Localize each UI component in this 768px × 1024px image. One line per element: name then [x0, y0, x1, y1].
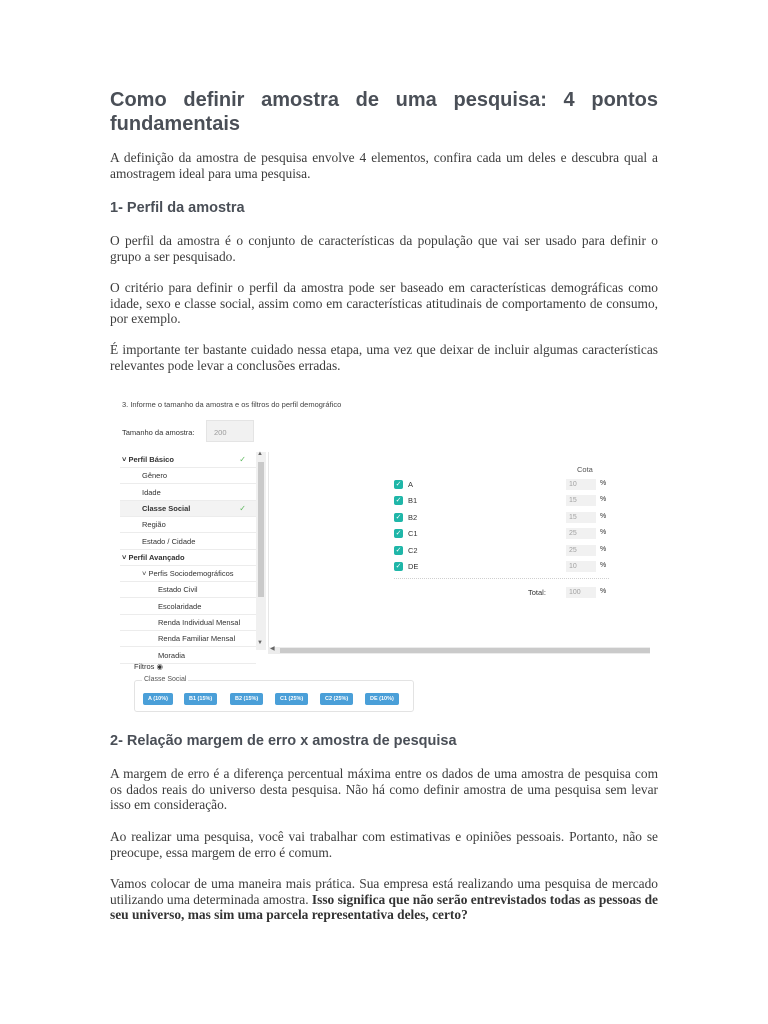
tree-item[interactable] [120, 485, 256, 501]
scroll-down-arrow-icon[interactable]: ▼ [257, 640, 263, 646]
tree-item-label: ˅ Perfil Básico [122, 455, 174, 464]
section-2-paragraph-1: A margem de erro é a diferença percentual máxima entre os dados de uma amostra de pesquisa com os dados reais do universo desta pesquisa. Não há como definir amostra de uma pesquisa sem levar isso em consideração. [110, 766, 658, 813]
horizontal-scroll-thumb[interactable] [280, 648, 650, 653]
tree-item-label: Escolaridade [158, 601, 202, 611]
tree-item[interactable] [120, 615, 256, 631]
percent-symbol: % [600, 512, 607, 520]
checkmark-icon: ✓ [239, 503, 246, 513]
filters-radio-icon[interactable]: ◉ [156, 662, 164, 671]
quota-input[interactable]: 10 [566, 479, 596, 490]
quota-input[interactable]: 15 [566, 512, 596, 523]
scroll-up-arrow-icon[interactable]: ▲ [257, 451, 263, 457]
tree-item-label: ˅ Perfis Sociodemográficos [142, 569, 234, 579]
total-label: Total: [528, 588, 546, 597]
checkmark-icon: ✓ [239, 455, 246, 464]
quota-row [394, 512, 614, 526]
filter-tag[interactable]: B2 (15%) [230, 693, 263, 705]
section-1-heading: 1- Perfil da amostra [110, 200, 245, 216]
sample-size-label: Tamanho da amostra: [122, 428, 195, 437]
tree-item[interactable] [120, 534, 256, 550]
tree-item-label: Renda Individual Mensal [158, 618, 241, 627]
checkbox-checked-icon[interactable]: ✓ [395, 563, 402, 570]
total-divider [394, 578, 609, 579]
section-2-paragraph-2: Ao realizar uma pesquisa, você vai trabalhar com estimativas e opiniões pessoais. Portanto, não se preocupe, essa margem de erro é comum. [110, 829, 658, 860]
tree-scroll-thumb[interactable] [258, 462, 264, 597]
tree-item[interactable] [120, 550, 256, 566]
filter-tag[interactable]: C2 (25%) [320, 693, 353, 705]
tree-item[interactable] [120, 631, 256, 647]
tree-item[interactable] [120, 468, 256, 484]
profile-tree [120, 451, 269, 660]
section-2-heading: 2- Relação margem de erro x amostra de pesquisa [110, 733, 457, 749]
step-label: 3. Informe o tamanho da amostra e os filtros do perfil demográfico [122, 400, 342, 409]
tree-item-label: Estado Civil [158, 585, 198, 595]
filter-group-label: Classe Social [144, 676, 187, 683]
percent-symbol: % [600, 496, 607, 504]
percent-symbol: % [600, 529, 607, 537]
tree-item-label: Idade [142, 487, 161, 497]
quota-label: C2 [408, 545, 418, 555]
article-title: Como definir amostra de uma pesquisa: 4 pontos fundamentais [110, 89, 658, 135]
quota-row [394, 479, 614, 493]
quota-row [394, 528, 614, 542]
section-1-paragraph-2: O critério para definir o perfil da amostra pode ser baseado em características demográficas como idade, sexo e classe social, assim como em características atitudinais de comportamento de consumo, por exemplo. [110, 280, 658, 327]
tree-item[interactable] [120, 599, 256, 615]
quota-label: B2 [408, 512, 418, 522]
tree-item[interactable] [120, 566, 256, 582]
percent-symbol: % [600, 480, 607, 487]
tree-item[interactable] [120, 501, 256, 517]
quota-input[interactable]: 25 [566, 545, 596, 556]
tree-item[interactable] [120, 517, 256, 533]
quota-row [394, 561, 614, 575]
tree-item-label: Classe Social [142, 503, 191, 513]
checkbox-checked-icon[interactable]: ✓ [395, 481, 402, 488]
filter-tag[interactable]: C1 (25%) [275, 693, 308, 705]
tree-item-label: Gênero [142, 471, 168, 481]
quota-input[interactable]: 25 [566, 528, 596, 539]
quota-label: DE [408, 562, 419, 571]
paragraph-bold-text: Isso significa que não serão entrevistados todas as pessoas de seu universo, mas sim uma parcela representativa deles, certo? [110, 891, 659, 923]
tree-item-label: Renda Familiar Mensal [158, 634, 236, 644]
tree-item[interactable] [120, 582, 256, 598]
tree-item-label: Moradia [158, 650, 186, 660]
percent-symbol: % [600, 562, 607, 569]
checkbox-checked-icon[interactable]: ✓ [395, 497, 402, 505]
sample-size-input[interactable]: 200 [206, 420, 254, 442]
quota-label: B1 [408, 496, 418, 506]
embedded-screenshot [120, 394, 650, 712]
filters-label [134, 662, 163, 671]
percent-symbol: % [600, 545, 607, 553]
tree-item-label: Estado / Cidade [142, 536, 196, 546]
total-input: 100 [566, 587, 596, 598]
total-percent-symbol: % [600, 588, 607, 595]
quota-row [394, 495, 614, 509]
checkbox-checked-icon[interactable]: ✓ [395, 546, 402, 554]
checkbox-checked-icon[interactable]: ✓ [395, 513, 402, 521]
filters-text: Filtros [134, 662, 155, 671]
tree-item-label: Região [142, 520, 166, 530]
quota-label: C1 [408, 529, 418, 539]
section-2-paragraph-3 [110, 876, 658, 923]
quota-header: Cota [577, 465, 593, 474]
quota-label: A [408, 480, 414, 489]
quota-input[interactable]: 15 [566, 495, 596, 506]
quota-row [394, 545, 614, 559]
filter-tag[interactable]: B1 (15%) [184, 693, 217, 705]
tree-item-label: ˅ Perfil Avançado [122, 552, 185, 562]
section-1-paragraph-1: O perfil da amostra é o conjunto de características da população que vai ser usado para definir o grupo a ser pesquisado. [110, 233, 658, 264]
tree-item[interactable] [120, 452, 256, 468]
scroll-left-arrow-icon[interactable]: ◀ [270, 646, 275, 652]
paragraph-plain-text: Vamos colocar de uma maneira mais prática. Sua empresa está realizando uma pesquisa de mercado utilizando uma determinada amostra. [110, 876, 658, 907]
section-1-paragraph-3: É importante ter bastante cuidado nessa etapa, uma vez que deixar de incluir algumas características relevantes pode levar a conclusões erradas. [110, 342, 658, 373]
intro-paragraph: A definição da amostra de pesquisa envolve 4 elementos, confira cada um deles e descubra qual a amostragem ideal para uma pesquisa. [110, 150, 658, 181]
checkbox-checked-icon[interactable]: ✓ [395, 530, 402, 538]
quota-input[interactable]: 10 [566, 561, 596, 572]
filter-tag[interactable]: DE (10%) [365, 693, 399, 705]
filter-tag[interactable]: A (10%) [143, 693, 173, 705]
